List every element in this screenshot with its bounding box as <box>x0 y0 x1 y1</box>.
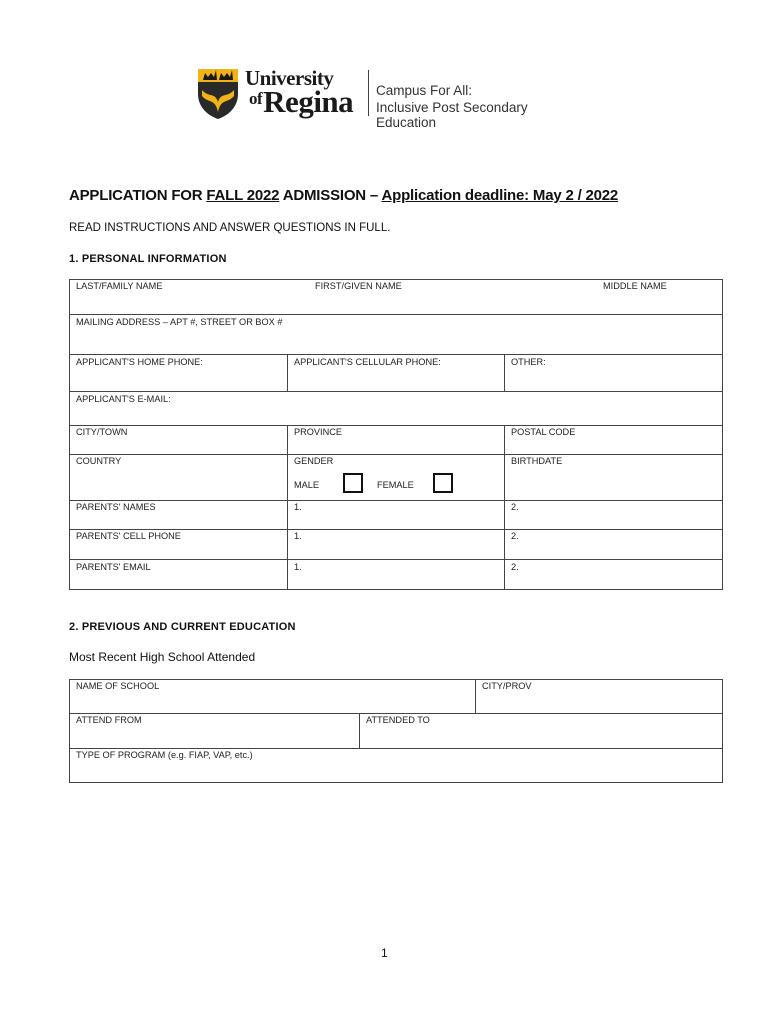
logo-divider <box>368 70 369 116</box>
school-name-label: NAME OF SCHOOL <box>76 681 160 691</box>
city-field[interactable] <box>69 425 288 455</box>
city-label: CITY/TOWN <box>76 427 128 437</box>
parents-names-label: PARENTS' NAMES <box>76 502 156 512</box>
parent1-cell-field[interactable] <box>287 529 505 560</box>
tagline-line2: Inclusive Post Secondary Education <box>376 100 528 130</box>
parent1-email-field[interactable] <box>287 559 505 590</box>
other-phone-label: OTHER: <box>511 357 546 367</box>
first-name-label: FIRST/GIVEN NAME <box>315 281 402 291</box>
parents-cell-label-cell <box>69 529 288 560</box>
parents-email-label: PARENTS' EMAIL <box>76 562 151 572</box>
province-field[interactable] <box>287 425 505 455</box>
mailing-address-field[interactable] <box>69 314 723 355</box>
logo-university-text: University <box>245 66 334 90</box>
city-prov-label: CITY/PROV <box>482 681 532 691</box>
section1-heading: 1. PERSONAL INFORMATION <box>69 253 227 265</box>
email-field[interactable] <box>69 391 723 426</box>
title-part1: APPLICATION FOR <box>69 187 207 204</box>
other-phone-field[interactable] <box>504 354 723 392</box>
city-prov-field[interactable] <box>475 679 723 714</box>
postal-code-label: POSTAL CODE <box>511 427 576 437</box>
parent1-cell-number: 1. <box>294 531 302 541</box>
male-checkbox[interactable] <box>343 473 363 493</box>
country-field[interactable] <box>69 454 288 501</box>
parent1-name-field[interactable] <box>287 500 505 530</box>
parents-cell-label: PARENTS' CELL PHONE <box>76 531 181 541</box>
birthdate-field[interactable] <box>504 454 723 501</box>
gender-field <box>287 454 505 501</box>
page-title <box>69 187 618 204</box>
parent1-email-number: 1. <box>294 562 302 572</box>
instructions-text: READ INSTRUCTIONS AND ANSWER QUESTIONS IN FULL. <box>69 222 391 234</box>
mailing-address-label: MAILING ADDRESS – APT #, STREET OR BOX # <box>76 317 283 327</box>
home-phone-field[interactable] <box>69 354 288 392</box>
parent2-cell-field[interactable] <box>504 529 723 560</box>
logo-of-text: of <box>249 89 263 108</box>
program-type-label: TYPE OF PROGRAM (e.g. FIAP, VAP, etc.) <box>76 750 253 760</box>
male-label: MALE <box>294 480 320 490</box>
parent2-name-number: 2. <box>511 502 519 512</box>
university-logo <box>197 66 577 130</box>
country-label: COUNTRY <box>76 456 122 466</box>
name-row[interactable] <box>69 279 723 315</box>
attended-to-label: ATTENDED TO <box>366 715 430 725</box>
section2-subheading: Most Recent High School Attended <box>69 650 256 664</box>
parents-names-label-cell <box>69 500 288 530</box>
parent2-email-field[interactable] <box>504 559 723 590</box>
home-phone-label: APPLICANT'S HOME PHONE: <box>76 357 203 367</box>
attend-from-field[interactable] <box>69 713 360 749</box>
school-name-field[interactable] <box>69 679 476 714</box>
cell-phone-label: APPLICANT'S CELLULAR PHONE: <box>294 357 441 367</box>
parent1-name-number: 1. <box>294 502 302 512</box>
province-label: PROVINCE <box>294 427 342 437</box>
postal-code-field[interactable] <box>504 425 723 455</box>
female-label: FEMALE <box>377 480 414 490</box>
logo-regina-text <box>249 84 353 120</box>
section2-heading: 2. PREVIOUS AND CURRENT EDUCATION <box>69 621 296 633</box>
parent2-cell-number: 2. <box>511 531 519 541</box>
title-part2: FALL 2022 <box>206 187 280 204</box>
cell-phone-field[interactable] <box>287 354 505 392</box>
program-type-field[interactable] <box>69 748 723 783</box>
shield-crest-icon <box>197 68 239 120</box>
page-number: 1 <box>381 946 388 960</box>
tagline-line1: Campus For All: <box>376 83 473 98</box>
birthdate-label: BIRTHDATE <box>511 456 563 466</box>
parent2-name-field[interactable] <box>504 500 723 530</box>
logo-regina-word: Regina <box>263 84 354 119</box>
gender-label: GENDER <box>294 456 334 466</box>
last-name-label: LAST/FAMILY NAME <box>76 281 163 291</box>
title-deadline: Application deadline: May 2 / 2022 <box>381 187 619 204</box>
attend-from-label: ATTEND FROM <box>76 715 142 725</box>
title-part3: ADMISSION – <box>279 187 382 204</box>
middle-name-label: MIDDLE NAME <box>603 281 667 291</box>
email-label: APPLICANT'S E-MAIL: <box>76 394 171 404</box>
parent2-email-number: 2. <box>511 562 519 572</box>
parents-email-label-cell <box>69 559 288 590</box>
attended-to-field[interactable] <box>359 713 723 749</box>
female-checkbox[interactable] <box>433 473 453 493</box>
